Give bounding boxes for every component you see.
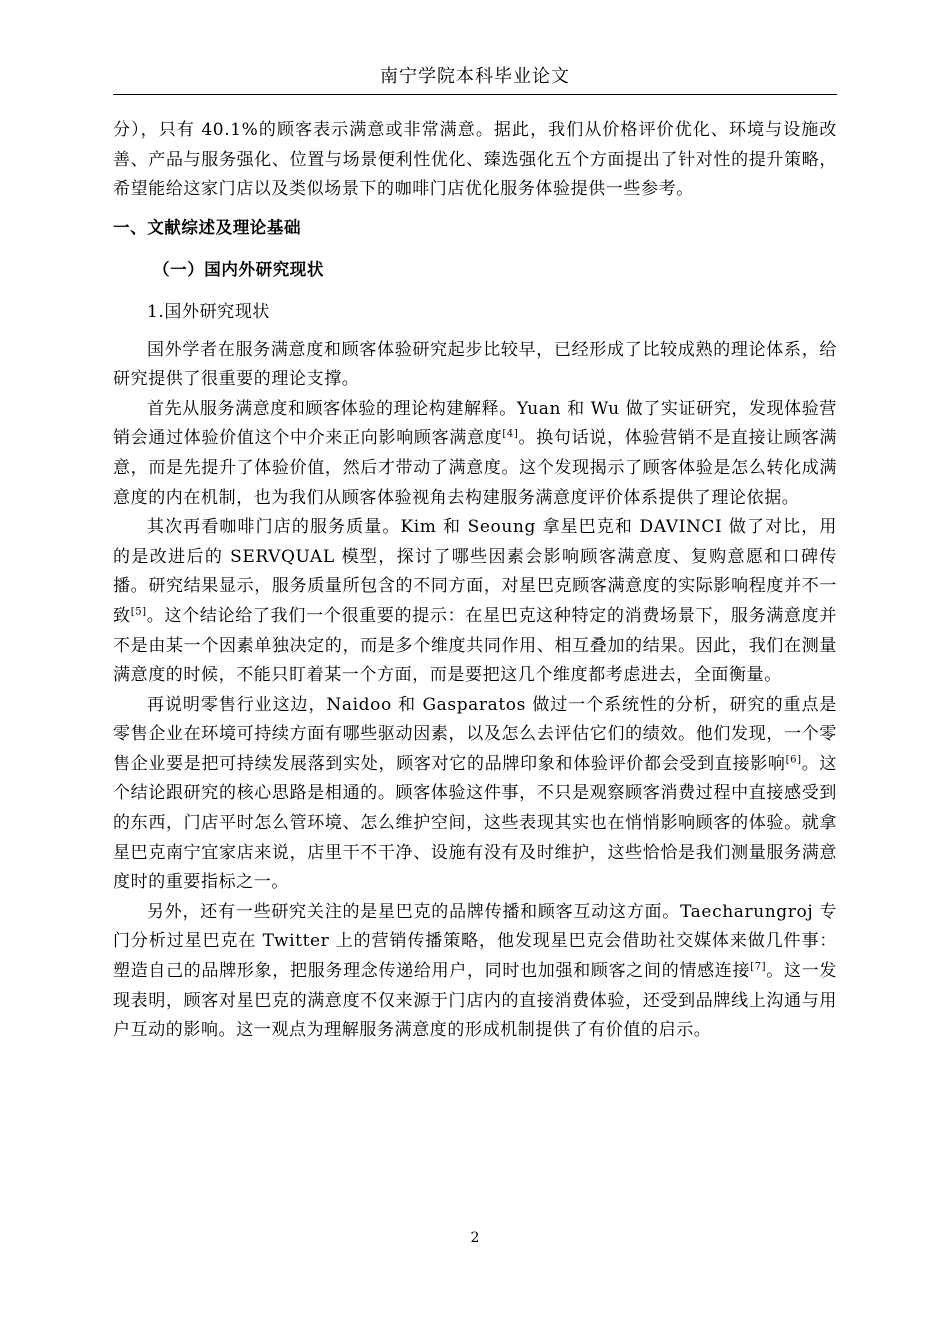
paragraph-4-text-a: 再说明零售行业这边，Naidoo 和 Gasparatos 做过一个系统性的分析，研究的重点是零售企业在环境可持续方面有哪些驱动因素，以及怎么去评估它们的绩效。他们发现，一个零售企业要是把可持续发展落到实处，顾客对它的品牌印象和体验评价都会受到直接影响 bbox=[113, 694, 837, 774]
citation-6: [6] bbox=[785, 754, 802, 766]
paragraph-4-text-b: 。这个结论跟研究的核心思路是相通的。顾客体验这件事，不只是观察顾客消费过程中直接感受到的东西，门店平时怎么管环境、怎么维护空间，这些表现其实也在悄悄影响顾客的体验。就拿星巴克南宁宜家店来说，店里干不干净、设施有没有及时维护，这些恰恰是我们测量服务满意度时的重要指标之一。 bbox=[113, 753, 837, 893]
paragraph-5 bbox=[113, 898, 837, 1046]
header-divider bbox=[113, 94, 837, 95]
paragraph-1: 国外学者在服务满意度和顾客体验研究起步比较早，已经形成了比较成熟的理论体系，给研究提供了很重要的理论支撑。 bbox=[113, 339, 837, 390]
paragraph-2-text-b: 。换句话说，体验营销不是直接让顾客满意，而是先提升了体验价值，然后才带动了满意度。这个发现揭示了顾客体验是怎么转化成满意度的内在机制，也为我们从顾客体验视角去构建服务满意度评价体系提供了理论依据。 bbox=[113, 428, 837, 508]
paragraph-4 bbox=[113, 691, 837, 898]
continuation-paragraph: 分），只有 40.1%的顾客表示满意或非常满意。据此，我们从价格评价优化、环境与设施改善、产品与服务强化、位置与场景便利性优化、臻选强化五个方面提出了针对性的提升策略，希望能给这家门店以及类似场景下的咖啡门店优化服务体验提供一些参考。 bbox=[113, 120, 837, 200]
paragraph-3-text-b: 。这个结论给了我们一个很重要的提示：在星巴克这种特定的消费场景下，服务满意度并不是由某一个因素单独决定的，而是多个维度共同作用、相互叠加的结果。因此，我们在测量满意度的时候，不能只盯着某一个方面，而是要把这几个维度都考虑进去，全面衡量。 bbox=[113, 605, 837, 686]
paragraph-2 bbox=[113, 395, 837, 513]
section-heading: 一、文献综述及理论基础 bbox=[113, 217, 302, 237]
subsubsection-heading: 1.国外研究现状 bbox=[147, 301, 271, 322]
page-body bbox=[113, 116, 837, 1046]
paragraph-3 bbox=[113, 513, 837, 691]
citation-7: [7] bbox=[750, 961, 767, 973]
page-number: 2 bbox=[470, 1230, 480, 1246]
paragraph-2-text-a: 首先从服务满意度和顾客体验的理论构建解释。Yuan 和 Wu 做了实证研究，发现体验营销会通过体验价值这个中介来正向影响顾客满意度 bbox=[113, 398, 837, 449]
paragraph-3-text-a: 其次再看咖啡门店的服务质量。Kim 和 Seoung 拿星巴克和 DAVINCI 做了对比，用的是改进后的 SERVQUAL 模型，探讨了哪些因素会影响顾客满意度、复购意愿和口碑传播。研究结果显示，服务质量所包含的不同方面，对星巴克顾客满意度的实际影响程度并不一致 bbox=[113, 517, 837, 626]
running-header: 南宁学院本科毕业论文 bbox=[380, 66, 570, 87]
subsection-heading: （一）国内外研究现状 bbox=[153, 260, 324, 280]
citation-4: [4] bbox=[502, 428, 519, 440]
citation-5: [5] bbox=[130, 606, 147, 618]
paragraph-5-text-a: 另外，还有一些研究关注的是星巴克的品牌传播和顾客互动这方面。Taecharungroj 专门分析过星巴克在 Twitter 上的营销传播策略，他发现星巴克会借助社交媒体来做几件事：塑造自己的品牌形象，把服务理念传递给用户，同时也加强和顾客之间的情感连接 bbox=[113, 901, 837, 982]
paragraph-5-text-b: 。这一发现表明，顾客对星巴克的满意度不仅来源于门店内的直接消费体验，还受到品牌线上沟通与用户互动的影响。这一观点为理解服务满意度的形成机制提供了有价值的启示。 bbox=[113, 961, 837, 1041]
